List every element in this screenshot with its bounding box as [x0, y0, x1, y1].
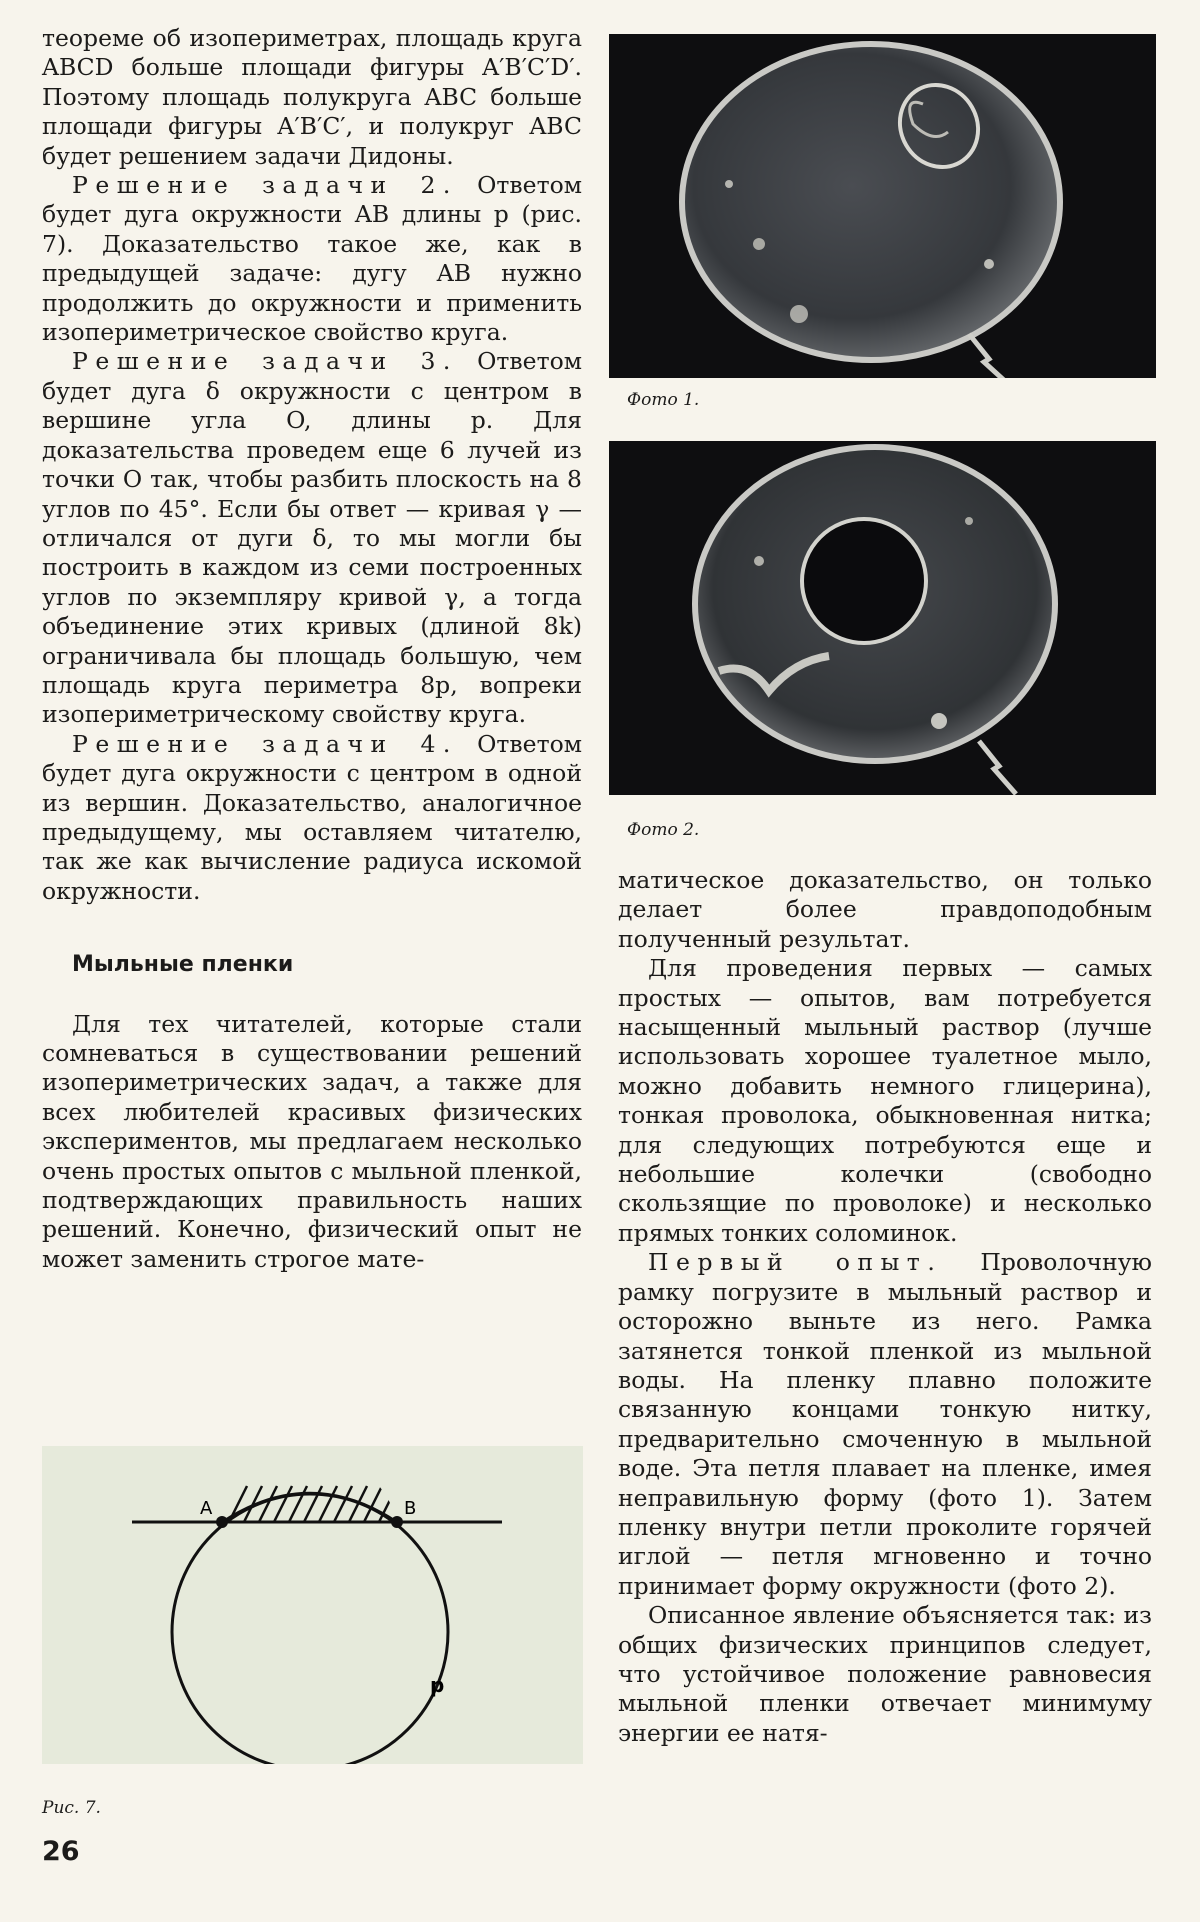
solution-4-heading: Решение задачи 4.: [72, 729, 458, 758]
photo-1-image: [609, 34, 1156, 378]
point-b: [391, 1516, 403, 1528]
paragraph-soap-intro: Для тех читателей, которые стали сомневаться в существовании решений изопериметрических задач, а также для всех любителей красивых физических экспериментов, мы предлагаем несколько очень простых опытов с мыльной пленкой, подтверждающих правильность наших решений. Конечно, физический опыт не может заменить строгое мате-: [42, 1009, 582, 1273]
label-p: p: [430, 1673, 445, 1697]
photo-2: [609, 441, 1156, 795]
paragraph-theorem-end: теореме об изопериметрах, площадь круга ABCD больше площади фигуры A′B′C′D′. Поэтому площадь полукруга ABC больше площади фигуры A′B′C′, и полукруг ABC будет решением задачи Дидоны.: [42, 24, 582, 170]
paragraph-solution-2: [42, 171, 582, 347]
paragraph-proof-continuation: матическое доказательство, он только делает более правдоподобным полученный результат.: [618, 866, 1152, 953]
page-number: 26: [42, 1836, 80, 1867]
solution-3-heading: Решение задачи 3.: [72, 347, 458, 376]
label-b: B: [404, 1498, 417, 1519]
solution-4-text: Ответом будет дуга окружности с центром в одной из вершин. Доказательство, аналогичное предыдущему, мы оставляем читателю, так же как вычисление радиуса искомой окружности.: [42, 729, 582, 905]
right-column: [618, 866, 1152, 1748]
figure-7-diagram: [42, 1446, 583, 1764]
paragraph-first-experiment: [618, 1248, 1152, 1601]
solution-3-text: Ответом будет дуга δ окружности с центром в вершине угла O, длины p. Для доказательства проведем еще 6 лучей из точки O так, чтобы разбить плоскость на 8 углов по 45°. Если бы ответ — кривая γ — отличался от дуги δ, то мы могли бы построить в каждом из семи построенных углов по экземпляру кривой γ, а тогда объединение этих кривых (длиной 8k) ограничивала бы площадь большую, чем площадь круга периметра 8p, вопреки изопериметрическому свойству круга.: [42, 347, 582, 729]
point-a: [216, 1516, 228, 1528]
section-title-soap-films: Мыльные пленки: [72, 952, 294, 978]
paragraph-solution-4: [42, 730, 582, 906]
paragraph-explanation: Описанное явление объясняется так: из общих физических принципов следует, что устойчивое положение равновесия мыльной пленки отвечает минимуму энергии ее натя-: [618, 1601, 1152, 1747]
paragraph-solution-3: [42, 347, 582, 729]
figure-7: [42, 1446, 583, 1764]
photo-1-caption: Фото 1.: [627, 390, 700, 410]
paragraph-materials: Для проведения первых — самых простых — опытов, вам потребуется насыщенный мыльный раствор (лучше использовать хорошее туалетное мыло, можно добавить немного глицерина), тонкая проволока, обыкновенная нитка; для следующих потребуются еще и небольшие колечки (свободно скользящие по проволоке) и несколько прямых тонких соломинок.: [618, 954, 1152, 1247]
figure-7-caption: Рис. 7.: [42, 1798, 101, 1818]
left-column: [42, 24, 582, 1274]
solution-2-text: Ответом будет дуга окружности AB длины p (рис. 7). Доказательство такое же, как в предыдущей задаче: дугу AB нужно продолжить до окружности и применить изопериметрическое свойство круга.: [42, 171, 582, 347]
label-a: A: [200, 1498, 213, 1519]
figure-7-circle: [172, 1494, 448, 1764]
photo-2-image: [609, 441, 1156, 795]
solution-2-heading: Решение задачи 2.: [72, 171, 458, 200]
photo-1: [609, 34, 1156, 378]
first-experiment-text: Проволочную рамку погрузите в мыльный раствор и осторожно выньте из него. Рамка затянется тонкой пленкой из мыльной воды. На пленку плавно положите связанную концами тонкую нитку, предварительно смоченную в мыльной воде. Эта петля плавает на пленке, имея неправильную форму (фото 1). Затем пленку внутри петли проколите горячей иглой — петля мгновенно и точно принимает форму окружности (фото 2).: [618, 1248, 1152, 1600]
first-experiment-heading: Первый опыт.: [648, 1248, 943, 1277]
photo-2-caption: Фото 2.: [627, 820, 700, 840]
